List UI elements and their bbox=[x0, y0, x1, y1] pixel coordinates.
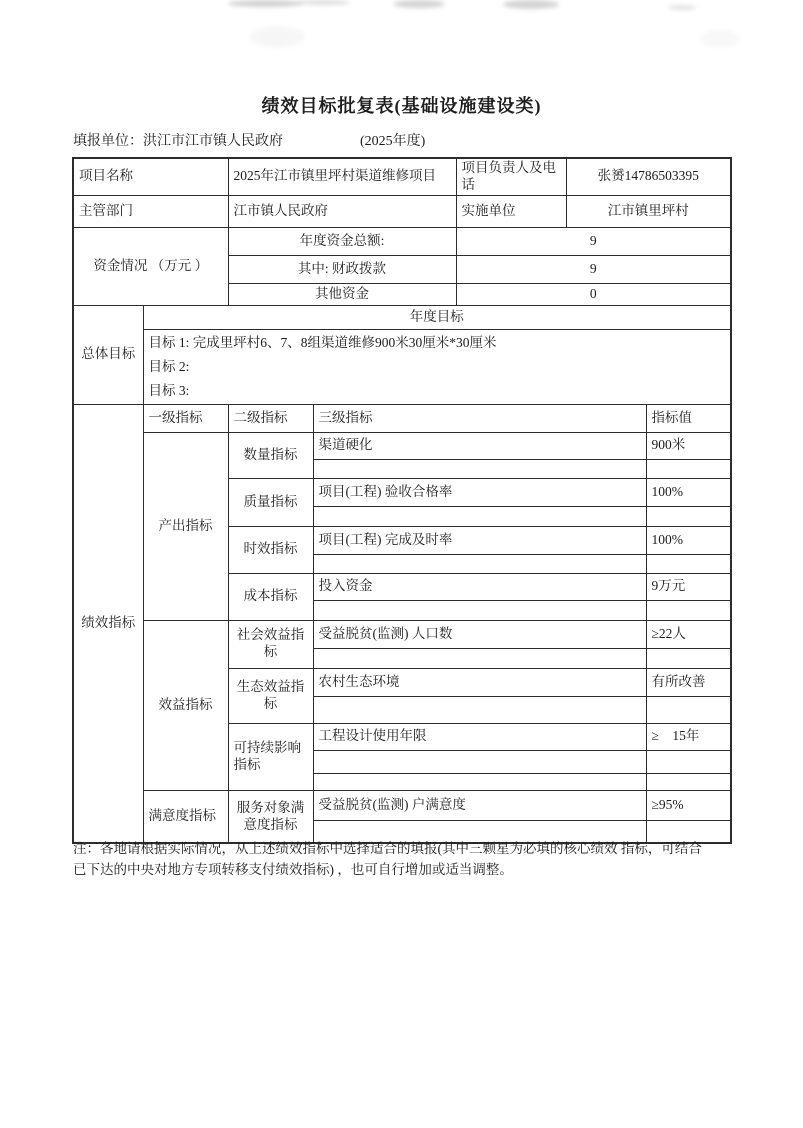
annual-goal-header: 年度目标 bbox=[143, 305, 731, 329]
indicator-quantity-name: 渠道硬化 bbox=[313, 432, 646, 459]
col-header-level1: 一级指标 bbox=[143, 404, 228, 432]
scan-artifact bbox=[228, 0, 303, 7]
goal-2: 目标 2: bbox=[148, 358, 190, 374]
empty-cell bbox=[646, 554, 731, 573]
scan-artifact bbox=[503, 0, 559, 9]
footnote-line-1: 注：各地请根据实际情况，从上述绩效指标中选择适合的填报(其中三颗星为必填的核心绩效 指标，可结合 bbox=[73, 841, 702, 856]
funding-total-value: 9 bbox=[456, 227, 731, 255]
table-row bbox=[73, 432, 731, 459]
performance-target-table bbox=[72, 157, 732, 844]
empty-cell bbox=[646, 773, 731, 790]
empty-cell bbox=[313, 459, 646, 478]
implementing-unit-label: 实施单位 bbox=[456, 195, 566, 227]
table-row bbox=[73, 404, 731, 432]
page-title: 绩效目标批复表(基础设施建设类) bbox=[261, 96, 542, 116]
indicator-timeliness-name: 项目(工程) 完成及时率 bbox=[313, 526, 646, 554]
report-year: (2025年度) bbox=[360, 134, 426, 149]
sub-service-label: 服务对象满意度指标 bbox=[228, 790, 313, 843]
scan-artifact bbox=[668, 5, 696, 10]
indicator-eco-value: 有所改善 bbox=[646, 668, 731, 696]
indicator-sustain-name: 工程设计使用年限 bbox=[313, 723, 646, 750]
leader-label: 项目负责人及电话 bbox=[456, 158, 566, 195]
indicator-service-value: ≥95% bbox=[646, 790, 731, 820]
indicator-quantity-value: 900米 bbox=[646, 432, 731, 459]
goal-1: 目标 1: 完成里坪村6、7、8组渠道维修900米30厘米*30厘米 bbox=[148, 334, 497, 350]
group-output-label: 产出指标 bbox=[143, 432, 228, 620]
sub-eco-label: 生态效益指标 bbox=[228, 668, 313, 723]
indicator-cost-value: 9万元 bbox=[646, 573, 731, 600]
footnote bbox=[73, 838, 738, 880]
group-benefit-label: 效益指标 bbox=[143, 620, 228, 790]
group-satisfaction-label: 满意度指标 bbox=[143, 790, 228, 843]
indicator-social-name: 受益脱贫(监测) 人口数 bbox=[313, 620, 646, 648]
table-row bbox=[73, 305, 731, 329]
empty-cell bbox=[646, 696, 731, 723]
project-name-value: 2025年江市镇里坪村渠道维修项目 bbox=[228, 158, 456, 195]
performance-section-label: 绩效指标 bbox=[73, 404, 143, 843]
empty-cell bbox=[313, 773, 646, 790]
indicator-cost-name: 投入资金 bbox=[313, 573, 646, 600]
implementing-unit-value: 江市镇里坪村 bbox=[566, 195, 731, 227]
table-row bbox=[73, 227, 731, 255]
empty-cell bbox=[646, 459, 731, 478]
overall-goal-section-label: 总体目标 bbox=[73, 305, 143, 404]
table-row bbox=[73, 790, 731, 820]
leader-value: 张赟14786503395 bbox=[566, 158, 731, 195]
table-row bbox=[73, 329, 731, 404]
reporting-unit: 填报单位：洪江市江市镇人民政府 bbox=[73, 134, 283, 149]
empty-cell bbox=[313, 600, 646, 620]
sub-timeliness-label: 时效指标 bbox=[228, 526, 313, 573]
scan-artifact bbox=[250, 26, 305, 48]
sub-cost-label: 成本指标 bbox=[228, 573, 313, 620]
empty-cell bbox=[313, 696, 646, 723]
indicator-sustain-value: ≥ 15年 bbox=[646, 723, 731, 750]
indicator-eco-name: 农村生态环境 bbox=[313, 668, 646, 696]
table-row bbox=[73, 195, 731, 227]
sub-quality-label: 质量指标 bbox=[228, 478, 313, 526]
empty-cell bbox=[646, 506, 731, 526]
empty-cell bbox=[313, 506, 646, 526]
table-row bbox=[73, 158, 731, 195]
empty-cell bbox=[646, 648, 731, 668]
col-header-value: 指标值 bbox=[646, 404, 731, 432]
department-value: 江市镇人民政府 bbox=[228, 195, 456, 227]
empty-cell bbox=[646, 750, 731, 773]
department-label: 主管部门 bbox=[73, 195, 228, 227]
empty-cell bbox=[646, 600, 731, 620]
funding-total-label: 年度资金总额: bbox=[228, 227, 456, 255]
indicator-timeliness-value: 100% bbox=[646, 526, 731, 554]
funding-fiscal-label: 其中: 财政拨款 bbox=[228, 255, 456, 283]
sub-sustain-label: 可持续影响指标 bbox=[228, 723, 313, 790]
col-header-level2: 二级指标 bbox=[228, 404, 313, 432]
goal-3: 目标 3: bbox=[148, 382, 190, 398]
indicator-quality-name: 项目(工程) 验收合格率 bbox=[313, 478, 646, 506]
empty-cell bbox=[313, 750, 646, 773]
funding-other-label: 其他资金 bbox=[228, 283, 456, 305]
scan-artifact bbox=[393, 0, 445, 8]
table-row bbox=[73, 620, 731, 648]
funding-section-label: 资金情况 （万元 ） bbox=[73, 227, 228, 305]
indicator-social-value: ≥22人 bbox=[646, 620, 731, 648]
sub-quantity-label: 数量指标 bbox=[228, 432, 313, 478]
funding-other-value: 0 bbox=[456, 283, 731, 305]
empty-cell bbox=[313, 648, 646, 668]
col-header-level3: 三级指标 bbox=[313, 404, 646, 432]
empty-cell bbox=[313, 554, 646, 573]
scan-artifact bbox=[700, 30, 740, 48]
annual-goal-cell bbox=[143, 329, 731, 404]
footnote-line-2: 已下达的中央对地方专项转移支付绩效指标) ，也可自行增加或适当调整。 bbox=[73, 862, 513, 877]
funding-fiscal-value: 9 bbox=[456, 255, 731, 283]
indicator-service-name: 受益脱贫(监测) 户满意度 bbox=[313, 790, 646, 820]
sub-social-label: 社会效益指标 bbox=[228, 620, 313, 668]
scan-artifact bbox=[298, 0, 350, 5]
indicator-quality-value: 100% bbox=[646, 478, 731, 506]
project-name-label: 项目名称 bbox=[73, 158, 228, 195]
